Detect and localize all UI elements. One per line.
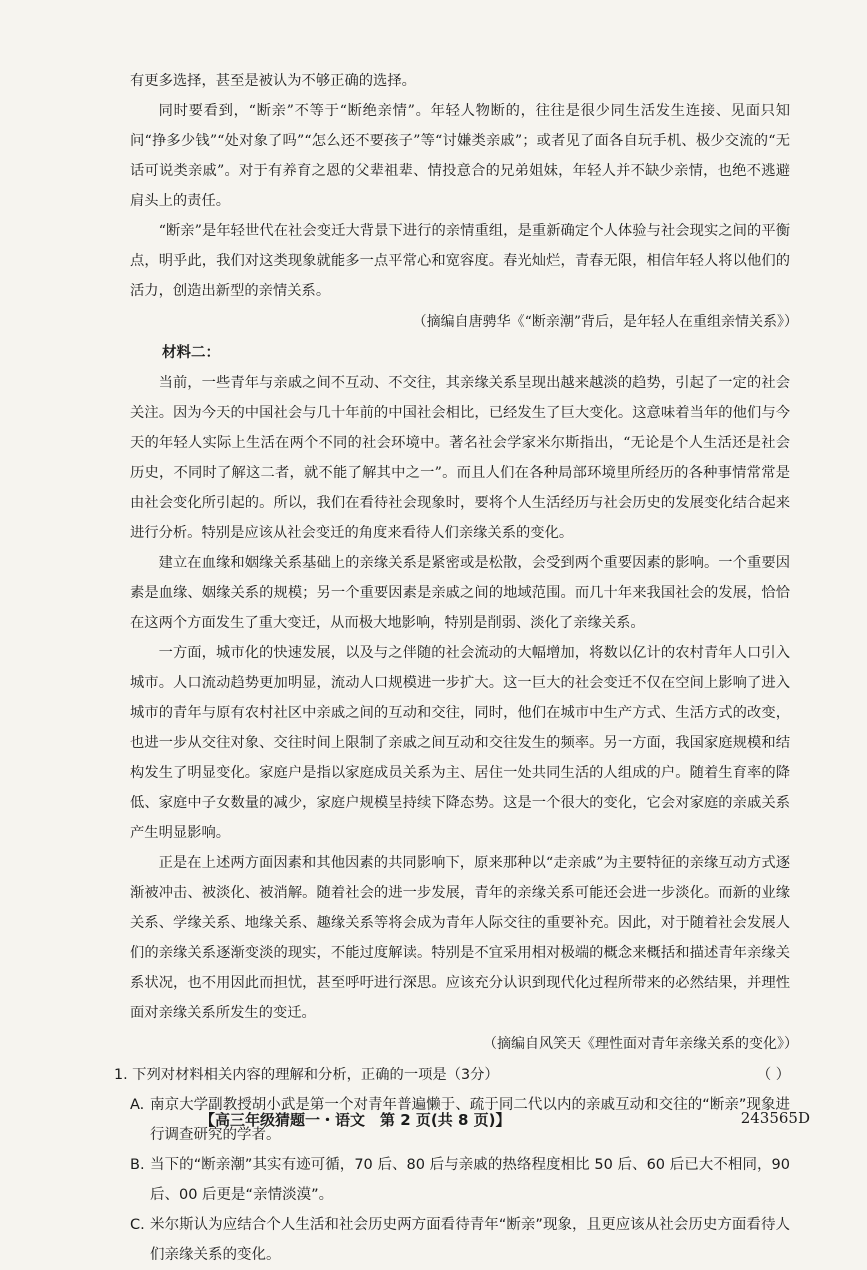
- option-letter: B.: [130, 1157, 145, 1173]
- paragraph: 建立在血缘和姻缘关系基础上的亲缘关系是紧密或是松散，会受到两个重要因素的影响。一个重要因素是血缘、姻缘关系的规模；另一个重要因素是亲戚之间的地域范围。而几十年来我国社会的发展，恰恰在这两个方面发生了重大变迁，从而极大地影响，特别是削弱、淡化了亲缘关系。: [130, 555, 790, 631]
- paragraph: 同时要看到，“断亲”不等于“断绝亲情”。年轻人物断的，往往是很少同生活发生连接、见面只知问“挣多少钱”“处对象了吗”“怎么还不要孩子”等“讨嫌类亲戚”；或者见了面各自玩手机、极少交流的“无话可说类亲戚”。对于有养育之恩的父辈祖辈、情投意合的兄弟姐妹，年轻人并不缺少亲情，也绝不逃避肩头上的责任。: [130, 103, 790, 209]
- option-b: [130, 1150, 790, 1210]
- option-text: 米尔斯认为应结合个人生活和社会历史两方面看待青年“断亲”现象，且更应该从社会历史方面看待人们亲缘关系的变化。: [150, 1217, 790, 1263]
- option-letter: C.: [130, 1217, 145, 1233]
- paragraph: 当前，一些青年与亲戚之间不互动、不交往，其亲缘关系呈现出越来越淡的趋势，引起了一定的社会关注。因为今天的中国社会与几十年前的中国社会相比，已经发生了巨大变化。这意味着当年的他们与今天的年轻人实际上生活在两个不同的社会环境中。著名社会学家米尔斯指出，“无论是个人生活还是社会历史，不同时了解这二者，就不能了解其中之一”。而且人们在各种局部环境里所经历的各种事情常常是由社会变化所引起的。所以，我们在看待社会现象时，要将个人生活经历与社会历史的发展变化结合起来进行分析。特别是应该从社会变迁的角度来看待人们亲缘关系的变化。: [130, 375, 790, 541]
- source-citation: （摘编自风笑天《理性面对青年亲缘关系的变化》）: [483, 1036, 798, 1052]
- page-content: [114, 66, 798, 1270]
- section-heading: 材料二：: [162, 345, 220, 361]
- paragraph: 有更多选择，甚至是被认为不够正确的选择。: [130, 73, 416, 89]
- source-citation: （摘编自唐骋华《“断亲潮”背后，是年轻人在重组亲情关系》）: [412, 314, 798, 330]
- footer-code: 243565D: [740, 1109, 810, 1127]
- option-text: 当下的“断亲潮”其实有迹可循，70 后、80 后与亲戚的热络程度相比 50 后、60 后已大不相同，90 后、00 后更是“亲情淡漠”。: [150, 1157, 790, 1203]
- paragraph: “断亲”是年轻世代在社会变迁大背景下进行的亲情重组，是重新确定个人体验与社会现实之间的平衡点，明乎此，我们对这类现象就能多一点平常心和宽容度。春光灿烂，青春无限，相信年轻人将以他们的活力，创造出新型的亲情关系。: [130, 223, 790, 299]
- page-footer: [200, 1109, 810, 1130]
- option-text: 南京大学副教授胡小武是第一个对青年普遍懒于、疏于同二代以内的亲戚互动和交往的“断亲”现象进行调查研究的学者。: [150, 1097, 790, 1143]
- paragraph: 一方面，城市化的快速发展，以及与之伴随的社会流动的大幅增加，将数以亿计的农村青年人口引入城市。人口流动趋势更加明显，流动人口规模进一步扩大。这一巨大的社会变迁不仅在空间上影响了进入城市的青年与原有农村社区中亲戚之间的互动和交往，同时，他们在城市中生产方式、生活方式的改变，也进一步从交往对象、交往时间上限制了亲戚之间互动和交往发生的频率。另一方面，我国家庭规模和结构发生了明显变化。家庭户是指以家庭成员关系为主、居住一处共同生活的人组成的户。随着生育率的降低、家庭中子女数量的减少，家庭户规模呈持续下降态势。这是一个很大的变化，它会对家庭的亲戚关系产生明显影响。: [130, 645, 790, 841]
- question-stem: [114, 1060, 790, 1090]
- option-letter: A.: [130, 1097, 145, 1113]
- paragraph: 正是在上述两方面因素和其他因素的共同影响下，原来那种以“走亲戚”为主要特征的亲缘互动方式逐渐被冲击、被淡化、被消解。随着社会的进一步发展，青年的亲缘关系可能还会进一步淡化。而新的业缘关系、学缘关系、地缘关系、趣缘关系等将会成为青年人际交往的重要补充。因此，对于随着社会发展人们的亲缘关系逐渐变淡的现实，不能过度解读。特别是不宜采用相对极端的概念来概括和描述青年亲缘关系状况，也不用因此而担忧，甚至呼吁进行深思。应该充分认识到现代化过程所带来的必然结果，并理性面对亲缘关系所发生的变迁。: [130, 855, 790, 1021]
- option-c: [130, 1210, 790, 1270]
- answer-bracket: （ ）: [756, 1067, 790, 1083]
- question-text: 1. 下列对材料相关内容的理解和分析，正确的一项是（3分）: [114, 1067, 499, 1083]
- footer-label: 【高三年级猜题一・语文 第 2 页(共 8 页)】: [200, 1111, 511, 1129]
